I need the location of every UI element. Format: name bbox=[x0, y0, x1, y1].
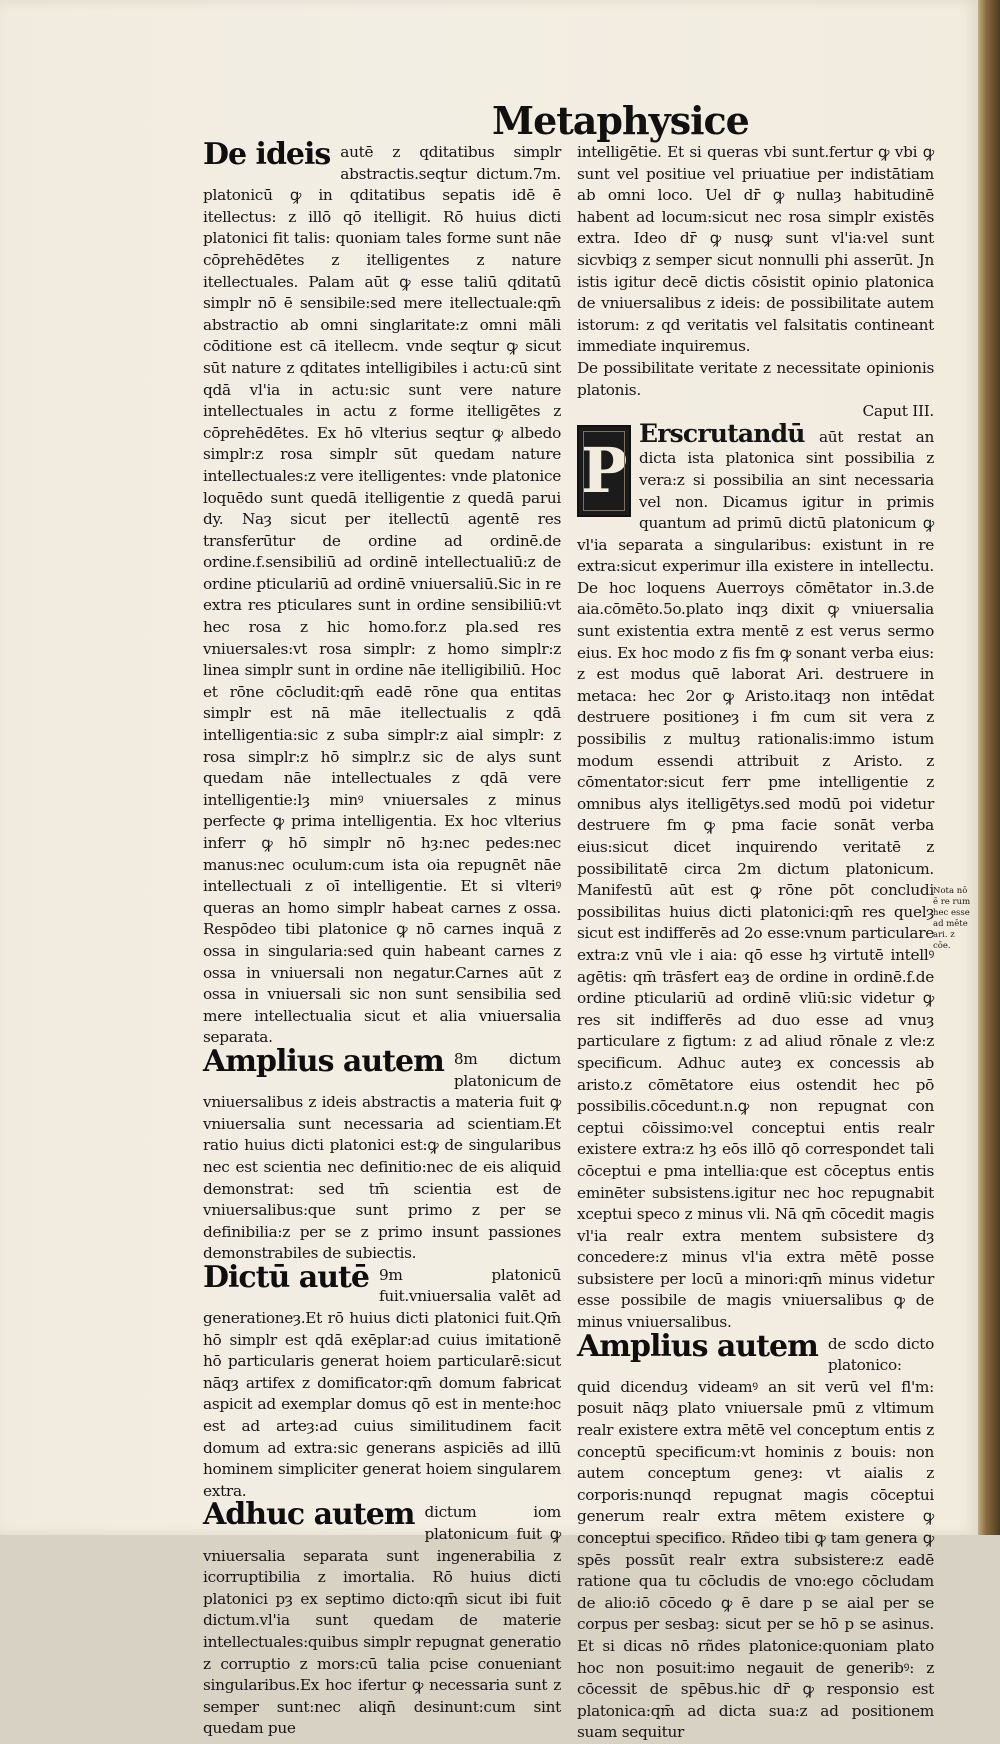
paragraph-text: autē z qditatibus simplr abstractis.seqtur dictum.7m. platonicū ꝙ in qditatibus sepatis idē ē itellectus: z illō qō itelligit. Rō huius dicti platonici fit talis: quoniam tales forme sunt nāe cōprehēdētes z itelligentes z nature itellectuales. Palam aūt ꝙ esse taliū qditatū simplr nō ē sensibile:sed mere itellectuale:qm̄ abstractio ab omni singlaritate:z omni māli cōditione est cā itellecm. vnde seqtur ꝙ sicut sūt nature z qditates intelligibiles i actu:cū sint qdā vl'ia in actu:sic sunt vere nature intellectuales in actu z forme itelligētes z cōprehēdētes. Ex hō vlterius seqtur ꝙ albedo simplr:z rosa simplr sūt quedam nature intellectuales:z vere itelligentes: vnde platonice loquēdo sunt quedā itelligentie z quedā parui dy. Naȝ sicut per itellectū agentē res transferūtur de ordine ad ordinē.de ordine.f.sensibiliū ad ordinē intellectualiū:z de ordine pticulariū ad ordinē vniuersaliū.Sic in re extra res pticulares sunt in ordine sensibiliū:vt hec rosa z hic homo.for.z pla.sed res vniuersales:vt rosa simplr: z homo simplr:z linea simplr sunt in ordine nāe itelligibiliū. Hoc et rōne cōcludit:qm̄ eadē rōne qua entitas simplr est nā māe itellectualis z qdā intelligentia:sic z suba simplr:z aial simplr: z rosa simplr:z hō simplr.z sic de alys sunt quedam nāe intellectuales z qdā vere intelligentie:lȝ minꝰ vniuersales z minus perfecte ꝙ prima intelligentia. Ex hoc vlterius inferr ꝙ hō simplr nō hȝ:nec pedes:nec manus:nec oculum:cum ista oia repugnēt nāe intellectuali z oī intelligentie. Et si vlteriꝰ queras an homo simplr habeat carnes z ossa. Respōdeo tibi platonice ꝙ nō carnes inquā z ossa in singularia:sed quin habeant carnes z ossa in vniuersali non negatur.Carnes aūt z ossa in vniuersali sic non sunt sensibilia sed mere intellectualia sicut et alia vniuersalia separata. bbox=[203, 143, 561, 1047]
paragraph-text: intelligētie. Et si queras vbi sunt.fertur ꝙ vbi ꝙ sunt vel positiue vel priuatiue per indistātiam ab omni loco. Uel dr̄ ꝙ nullaȝ habitudinē habent ad locum:sicut nec rosa simplr existēs extra. Ideo dr̄ ꝙ nusꝙ sunt vl'ia:vel sunt sicvbiqȝ z semper sicut nonnulli phi asserūt. Jn istis igitur decē dictis cōsistit opinio platonica de vniuersalibus z ideis: de possibilitate autem istorum: z qd veritatis vel falsitatis contineant immediate inquiremus. bbox=[577, 143, 934, 356]
paragraph-amplius-autem-2 bbox=[577, 1328, 934, 1744]
chapter-heading bbox=[577, 358, 934, 401]
paragraph-dictum-autem bbox=[203, 1259, 561, 1503]
book-binding bbox=[978, 0, 1000, 1535]
running-head: Metaphysice bbox=[492, 98, 749, 143]
paragraph-perscrutandum bbox=[577, 418, 935, 1334]
paragraph-lead: Adhuc autem bbox=[203, 1497, 415, 1533]
left-column bbox=[203, 137, 561, 1738]
paragraph-text: 9m platonicū fuit.vniuersalia valēt ad generationeȝ.Et rō huius dicti platonici fuit.Qm̄ hō simplr est qdā exēplar:ad cuius imitationē hō particularis generat hoiem particularē:sicut nāqȝ artifex z domificator:qm̄ domum fabricat aspicit ad exemplar domus qō est in mente:hoc est ad arteȝ:ad cuius similitudinem facit domum ad extra:sic generans aspiciēs ad illū hominem simpliciter generat hoiem singularem extra. bbox=[203, 1265, 561, 1500]
right-column bbox=[577, 142, 935, 1742]
paragraph-text: de scdo dicto platonico: quid dicenduȝ videamꝰ an sit verū vel fl'm: posuit nāqȝ plato vniuersale pmū z vltimum realr existere extra mētē vel conceptum entis z conceptū specificum:vt hominis z bouis: non autem conceptum geneȝ: vt aialis z corporis:nunqd repugnat magis cōceptui generum realr extra mētem existere ꝙ conceptui specifico. Rñdeo tibi ꝙ tam genera ꝙ spēs possūt realr extra subsistere:z eadē ratione qua tu cōcludis de vno:ego cōcludam de alio:iō cōcedo ꝙ ē dare p se aial per se corpus per sesbaȝ: sicut per se hō p se asinus. Et si dicas nō rñdes platonice:quoniam plato hoc non posuit:imo negauit de generibꝰ: z cōcessit de spēbus.hic dr̄ ꝙ responsio est platonica:qm̄ ad dicta sua:z ad positionem suam sequitur bbox=[577, 1334, 934, 1742]
paragraph-lead: De ideis bbox=[203, 137, 331, 172]
chapter-title: De possibilitate veritate z necessitate opinionis platonis. bbox=[577, 358, 934, 399]
marginal-note: Nota nō ē re rum hec esse ad mēte ari. z cōe. bbox=[933, 886, 971, 951]
paragraph-amplius-autem bbox=[203, 1043, 561, 1265]
paragraph-de-ideis bbox=[203, 137, 561, 1049]
paragraph-adhuc-autem bbox=[203, 1497, 561, 1740]
paragraph-lead: Erscrutandū bbox=[639, 418, 805, 448]
paragraph-text: 8m dictum platonicum de vniuersalibus z ideis abstractis a materia fuit ꝙ vniuersalia sunt necessaria ad scientiam.Et ratio huius dicti platonici est:ꝙ de singularibus nec est scientia nec definitio:nec de eis aliquid demonstrat: sed tm̄ scientia est de vniuersalibus:que sunt primo z per se definibilia:z per se z primo insunt passiones demonstrabiles de subiectis. bbox=[203, 1049, 561, 1263]
paragraph-text: dictum iom platonicum fuit ꝙ vniuersalia separata sunt ingenerabilia z icorruptibilia z imortalia. Rō huius dicti platonici pȝ ex septimo dicto:qm̄ sicut ibi fuit dictum.vl'ia sunt quedam de materie intellectuales:quibus simplr repugnat generatio z corruptio z mors:cū talia pcise conueniant singularibus.Ex hoc ifertur ꝙ necessaria sunt z semper sunt:nec aliqn̄ desinunt:cum sint quedam pue bbox=[203, 1503, 561, 1738]
paragraph-lead: Dictū autē bbox=[203, 1259, 369, 1295]
paragraph-text: aūt restat an dicta ista platonica sint possibilia z vera:z si possibilia an sint necessaria vel non. Dicamus igitur in primis quantum ad primū dictū platonicum ꝙ vl'ia separata a singularibus: existunt in re extra:sicut experimur illa existere in intellectu. De hoc loquens Auerroys cōmētator in.3.de aia.cōmēto.5o.plato inqȝ dixit ꝙ vniuersalia sunt existentia extra mentē z est verus sermo eius. Ex hoc modo z fis fm ꝙ sonant verba eius: z est modus quē laborat Ari. destruere in metaca: hec 2or ꝙ Aristo.itaqȝ non intēdat destruere positioneȝ i fm cum sit vera z possibilis z multuȝ rationalis:immo istum modum essendi attribuit z Aristo. z cōmentator:sicut ferr pme intelligentie z omnibus alys itelligētys.sed modū poi videtur destruere fm ꝙ pma facie sonāt verba eius:sicut dicet inquirendo veritatē z possibilitatē circa 2m dictum platonicum. Manifestū aūt est ꝙ rōne pōt concludi possibilitas huius dicti platonici:qm̄ res quelȝ sicut est indifferēs ad 2o esse:vnum particulare extra:z vnū vle i aia: qō esse hȝ virtutē intellꝰ agētis: qm̄ trāsfert eaȝ de ordine in ordinē.f.de ordine pticulariū ad ordinē vliū:sic videtur ꝙ res sit indifferēs ad duo esse ad vnuȝ particulare z figtum: z ad aliud rōnale z vle:z specificum. Adhuc auteȝ ex concessis ab aristo.z cōmētatore eius ostendit hec pō possibilis.cōcedunt.n.ꝙ non repugnat con ceptui cōissimo:vel conceptui entis realr existere extra:z hȝ eōs illō qō correspondet tali cōceptui e pma intellia:que est cōceptus entis eminēter subsistens.igitur nec hoc repugnabit xceptui speco z minus vli. Nā qm̄ cōcedit magis vl'ia realr extra mentem subsistere dȝ concedere:z minus vl'ia extra mētē posse subsistere per locū a minori:qm̄ minus videtur esse possibile de magis vniuersalibus ꝙ de minus vniuersalibus. bbox=[577, 427, 935, 1332]
paragraph-lead: Amplius autem bbox=[577, 1328, 818, 1364]
paragraph-lead: Amplius autem bbox=[203, 1043, 444, 1079]
chapter-label: Caput III. bbox=[862, 402, 934, 421]
ink-spot bbox=[520, 1383, 525, 1388]
paragraph-intelligentie bbox=[577, 142, 934, 358]
ink-spot bbox=[530, 1400, 533, 1403]
decorated-initial: P bbox=[577, 425, 631, 517]
